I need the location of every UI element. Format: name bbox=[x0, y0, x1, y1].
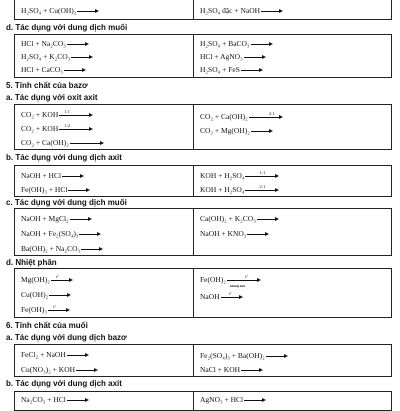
reaction-box-base-oxide bbox=[14, 104, 392, 150]
reaction-line: Fe₂(SO₄)₃ + Ba(OH)₂ bbox=[200, 351, 288, 360]
reaction-line: Mg(OH)₂ t° bbox=[21, 275, 73, 284]
reaction-line: H₂SO₄ + BaCO₃ bbox=[200, 39, 273, 48]
arrow-icon bbox=[68, 187, 90, 193]
arrow-icon bbox=[266, 353, 288, 359]
reaction-line: NaCl + KOH bbox=[200, 365, 263, 374]
box-left-column bbox=[15, 345, 194, 376]
subsection-heading: c. Tác dụng với dung dịch muối bbox=[6, 198, 127, 207]
arrow-icon bbox=[257, 216, 279, 222]
arrow-icon bbox=[51, 274, 73, 283]
arrow-icon bbox=[261, 8, 283, 14]
arrow-icon bbox=[71, 54, 93, 60]
reaction-line: Fe(OH)₃ t° bbox=[21, 305, 70, 314]
arrow-icon bbox=[244, 397, 266, 403]
air-label: không khí bbox=[229, 284, 246, 289]
reaction-box-top bbox=[14, 0, 392, 20]
arrow-icon bbox=[59, 123, 93, 132]
reaction-line: Na₂CO₃ + HCl bbox=[21, 395, 89, 404]
arrow-icon bbox=[81, 246, 103, 252]
arrow-icon bbox=[67, 41, 89, 47]
arrow-icon bbox=[48, 304, 70, 313]
arrow-icon bbox=[241, 67, 263, 73]
subsection-heading: a. Tác dụng với dung dịch bazơ bbox=[6, 333, 127, 342]
reaction-line: NaOH + Fe₂(SO₄)₃ bbox=[21, 229, 101, 238]
arrow-icon bbox=[59, 109, 93, 118]
reaction-box-thermal bbox=[14, 268, 392, 318]
box-left-column bbox=[15, 392, 194, 410]
section-heading: d. Tác dụng với dung dịch muối bbox=[6, 23, 128, 32]
section-heading: 6. Tính chất của muối bbox=[6, 321, 88, 330]
arrow-icon bbox=[64, 67, 86, 73]
reaction-line: KOH + H₂SO₄ 1:1 bbox=[200, 171, 279, 180]
ratio-label: 1:1 bbox=[259, 170, 266, 176]
reaction-line: CO₂ + KOH 1:1 bbox=[21, 110, 93, 119]
box-left-column bbox=[15, 166, 194, 196]
reaction-line: CO₂ + Mg(OH)₂ bbox=[200, 126, 273, 135]
subsection-heading: b. Tác dụng với dung dịch axit bbox=[6, 153, 122, 162]
reaction-line: HCl + CaCO₃ bbox=[21, 65, 86, 74]
arrow-icon bbox=[241, 367, 263, 373]
arrow-icon bbox=[62, 173, 84, 179]
reaction-line: H₂SO₄ + FeS bbox=[200, 65, 263, 74]
box-right-column bbox=[194, 345, 391, 376]
reaction-line: HCl + AgNO₃ bbox=[200, 52, 266, 61]
box-right-column bbox=[194, 105, 391, 149]
arrow-icon bbox=[76, 367, 98, 373]
subsection-heading: b. Tác dụng với dung dịch axit bbox=[6, 379, 122, 388]
reaction-line: KOH + H₂SO₄ 2:1 bbox=[200, 185, 279, 194]
box-left-column bbox=[15, 269, 194, 317]
arrow-icon bbox=[245, 184, 279, 193]
box-right-column bbox=[194, 166, 391, 196]
heat-label: t° bbox=[52, 304, 57, 310]
heat-label: t° bbox=[55, 274, 59, 280]
reaction-box-salt-acid-2 bbox=[14, 391, 392, 411]
reaction-box-base-salt bbox=[14, 208, 392, 256]
ratio-label: 1:1 bbox=[64, 109, 71, 115]
reaction-line: Cu(NO₃)₂ + KOH bbox=[21, 365, 98, 374]
arrow-icon bbox=[247, 231, 269, 237]
box-right-column bbox=[194, 269, 391, 317]
subsection-heading: d. Nhiệt phân bbox=[6, 258, 57, 267]
reaction-line: FeCl₂ + NaOH bbox=[21, 350, 89, 359]
arrow-icon bbox=[79, 231, 101, 237]
reaction-line: H₂SO₄ + K₂CO₃ bbox=[21, 52, 93, 61]
reaction-line: CO₂ + KOH 1:2 bbox=[21, 124, 93, 133]
arrow-icon bbox=[49, 292, 71, 298]
reaction-line: CO₂ + Ca(OH)₂ bbox=[21, 138, 104, 147]
box-left-column bbox=[15, 105, 194, 149]
arrow-icon bbox=[67, 397, 89, 403]
reaction-line: Ca(OH)₂ + K₂CO₃ bbox=[200, 214, 279, 223]
box-right-column bbox=[194, 392, 391, 410]
reaction-line: H₂SO₄ đặc + NaOH bbox=[200, 6, 283, 15]
reaction-box-salt-base bbox=[14, 344, 392, 377]
reaction-line: Ba(OH)₂ + Na₂CO₃ bbox=[21, 244, 103, 253]
heat-label: t° bbox=[228, 291, 232, 297]
ratio-label: 1:2 bbox=[64, 123, 71, 129]
box-right-column bbox=[194, 35, 391, 77]
reaction-line: NaOH t° bbox=[200, 292, 243, 301]
reaction-line: Cu(OH)₂ bbox=[21, 290, 71, 299]
arrow-icon bbox=[70, 140, 104, 146]
arrow-icon bbox=[221, 291, 243, 300]
arrow-icon bbox=[249, 111, 283, 120]
arrow-icon bbox=[251, 41, 273, 47]
reaction-box-base-acid bbox=[14, 165, 392, 197]
arrow-icon bbox=[244, 54, 266, 60]
arrow-icon bbox=[67, 352, 89, 358]
arrow-icon bbox=[245, 170, 279, 179]
reaction-line: NaOH + KNO₃ bbox=[200, 229, 269, 238]
box-left-column bbox=[15, 35, 194, 77]
reaction-line: CO₂ + Ca(OH)₂ 2:1 bbox=[200, 112, 283, 121]
arrow-icon bbox=[70, 216, 92, 222]
box-right-column bbox=[194, 0, 391, 19]
reaction-line: HCl + Na₂CO₃ bbox=[21, 39, 89, 48]
section-heading: 5. Tính chất của bazơ bbox=[6, 81, 88, 90]
ratio-label: 2:1 bbox=[259, 184, 266, 190]
subsection-heading: a. Tác dụng với oxit axit bbox=[6, 93, 98, 102]
reaction-line: AgNO₃ + HCl bbox=[200, 395, 266, 404]
reaction-line: H₂SO₄ + Cu(OH)₂ bbox=[21, 6, 99, 15]
heat-label: t° bbox=[244, 274, 249, 280]
ratio-label: 2:1 bbox=[268, 111, 275, 117]
arrow-icon bbox=[251, 128, 273, 134]
box-left-column bbox=[15, 209, 194, 255]
reaction-box-salt-acid bbox=[14, 34, 392, 78]
box-left-column bbox=[15, 0, 194, 19]
reaction-line: NaOH + MgCl₂ bbox=[21, 214, 92, 223]
arrow-icon bbox=[77, 8, 99, 14]
arrow-icon bbox=[227, 274, 261, 289]
reaction-line: Fe(OH)₃ + HCl bbox=[21, 185, 90, 194]
box-right-column bbox=[194, 209, 391, 255]
reaction-line: NaOH + HCl bbox=[21, 171, 84, 180]
reaction-line: Fe(OH)₂ t° không khí bbox=[200, 275, 261, 284]
